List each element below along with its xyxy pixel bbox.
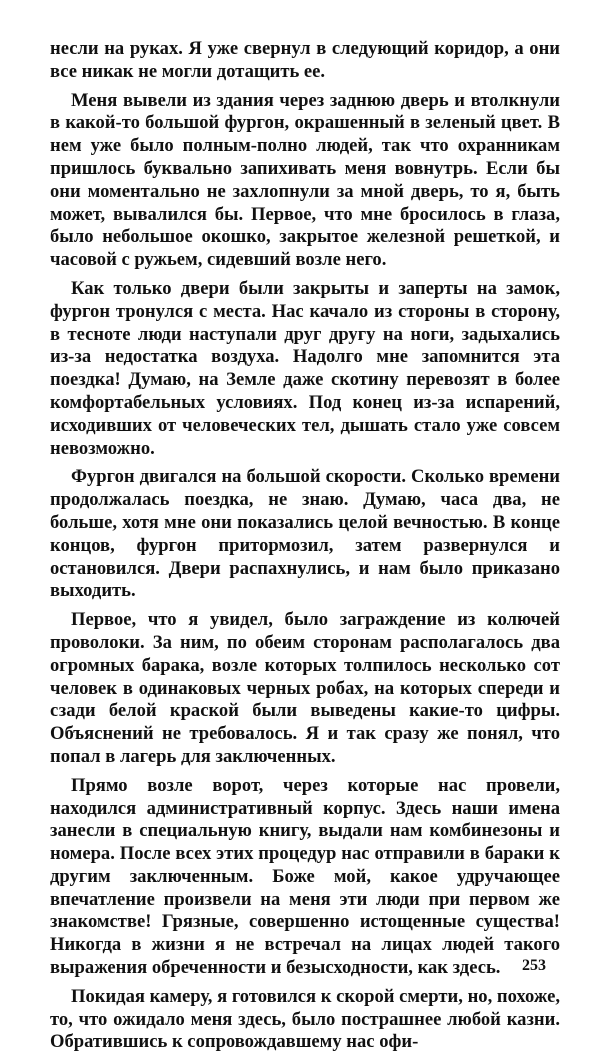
- page-body: [50, 38, 560, 1054]
- paragraph-7: Покидая камеру, я готовился к скорой смерти, но, похоже, то, что ожидало меня здесь, было пострашнее любой казни. Обратившись к сопровождавшему нас офи-: [50, 985, 560, 1053]
- paragraph-5: Первое, что я увидел, было заграждение из колючей проволоки. За ним, по обеим сторонам располагалось два огромных барака, возле которых толпилось несколько сот человек в одинаковых черных робах, на которых спереди и сзади белой краской были выведены какие-то цифры. Объяснений не требовалось. Я и так сразу же понял, что попал в лагерь для заключенных.: [50, 609, 560, 767]
- page-number: 253: [522, 957, 546, 974]
- paragraph-1: несли на руках. Я уже свернул в следующий коридор, а они все никак не могли дотащить ее.: [50, 38, 560, 82]
- paragraph-2: Меня вывели из здания через заднюю дверь и втолкнули в какой-то большой фургон, окрашенный в зеленый цвет. В нем уже было полным-полно людей, так что охранникам пришлось буквально запихивать меня вовнутрь. Если бы они моментально не захлопнули за мной дверь, то я, быть может, вывалился бы. Первое, что мне бросилось в глаза, было небольшое окошко, закрытое железной решеткой, и часовой с ружьем, сидевший возле него.: [50, 89, 560, 271]
- paragraph-4: Фургон двигался на большой скорости. Сколько времени продолжалась поездка, не знаю. Думаю, часа два, не больше, хотя мне они показались целой вечностью. В конце концов, фургон притормозил, затем развернулся и остановился. Двери распахнулись, и нам было приказано выходить.: [50, 466, 560, 602]
- paragraph-3: Как только двери были закрыты и заперты на замок, фургон тронулся с места. Нас качало из стороны в сторону, в тесноте люди наступали друг другу на ноги, задыхались из-за недостатка воздуха. Надолго мне запомнится эта поездка! Думаю, на Земле даже скотину перевозят в более комфортабельных условиях. Под конец из-за испарений, исходивших от человеческих тел, дышать стало уже совсем невозможно.: [50, 277, 560, 459]
- paragraph-6: Прямо возле ворот, через которые нас провели, находился административный корпус. Здесь наши имена занесли в специальную книгу, выдали нам комбинезоны и номера. После всех этих процедур нас отправили в бараки к другим заключенным. Боже мой, какое удручающее впечатление произвели на меня эти люди при первом же знакомстве! Грязные, совершенно истощенные существа! Никогда в жизни я не встречал на лицах людей такого выражения обреченности и безысходности, как здесь.: [50, 774, 560, 979]
